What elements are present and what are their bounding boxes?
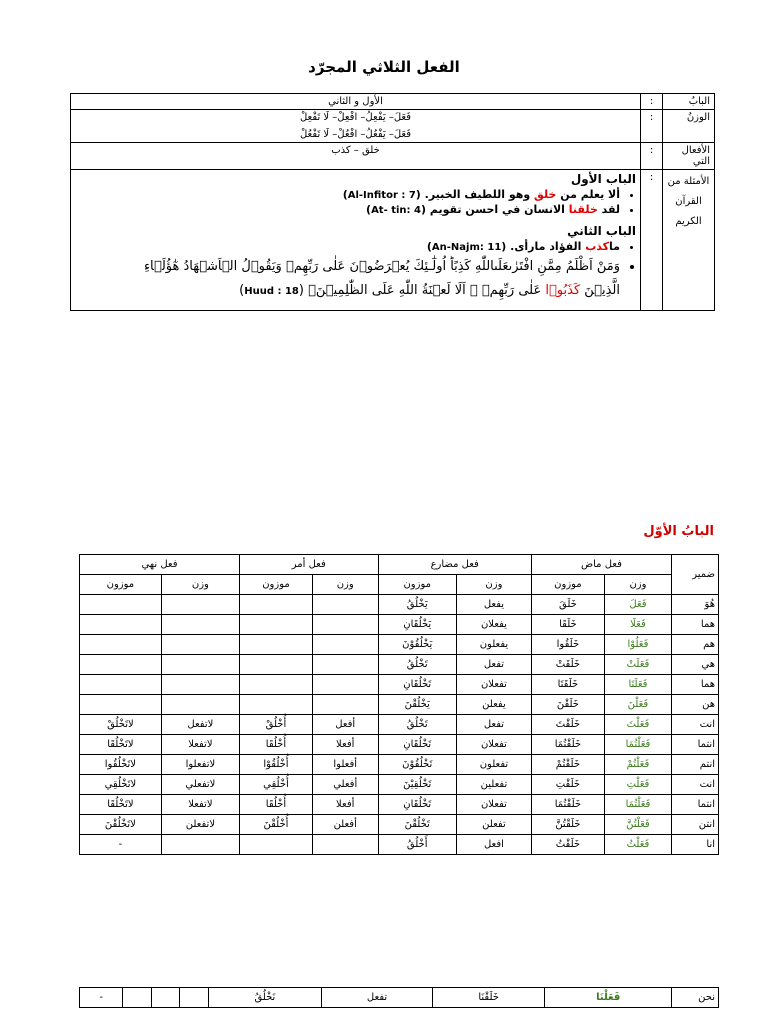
- nahy-mawzun-cell: [80, 635, 162, 655]
- nahy-wazn-cell: [161, 655, 239, 675]
- pronoun-header: ضمير: [672, 555, 719, 595]
- madi-wazn-cell: فَعَلَتَا: [604, 675, 671, 695]
- highlight-word: كذب: [585, 240, 610, 253]
- mudari-wazn-cell: تفعل: [456, 655, 531, 675]
- highlight-word: خلق: [534, 188, 557, 201]
- madi-mawzun-cell: خَلَقْتُ: [531, 835, 604, 855]
- mudari-wazn-cell: تفعل: [456, 715, 531, 735]
- table-row: [80, 775, 719, 795]
- wazn-header: وزن: [456, 575, 531, 595]
- amr-wazn-cell: [312, 595, 378, 615]
- madi-mawzun-cell: خَلَقُوا: [531, 635, 604, 655]
- info-table: [70, 93, 715, 311]
- mudari-mawzun-cell: يَخْلُقَانِ: [378, 615, 456, 635]
- mudari-wazn-cell: تفعلون: [456, 755, 531, 775]
- madi-mawzun-cell: خَلَقْتُمَا: [531, 795, 604, 815]
- madi-mawzun-cell: خَلَقْتُنَّ: [531, 815, 604, 835]
- table-row: [80, 988, 719, 1008]
- madi-mawzun-cell: خَلَقَ: [531, 595, 604, 615]
- mudari-wazn-cell: تفعل: [322, 988, 433, 1008]
- verse-ref: At- tin: 4: [371, 205, 421, 216]
- nahy-wazn-cell: لاتفعلوا: [161, 755, 239, 775]
- example-4: • وَمَنْ اَظْلَمُ مِمَّنِ افْتَرٰىعَلَىاللّٰهِ كَذِبًاؕ اُولٰٓـئِكَ يُعۡرَضُوۡنَ عَلٰى رَبِّهِمۡ وَيَقُوۡلُ الۡاَشۡهَادُ هٰٓؤُلَۤاءِ الَّذِيۡنَ كَذَبُوۡا عَلٰى رَبِّهِمۡ ۚ اَلَا لَعۡنَةُ اللّٰهِ عَلَى الظّٰلِمِيۡنَۙ (Huud : 18): [75, 255, 620, 304]
- mudari-mawzun-cell: يَخْلُقُ: [378, 595, 456, 615]
- amthila-label: الأمثلة من القرآن الكريم: [663, 170, 715, 311]
- amr-header: فعل أمر: [239, 555, 378, 575]
- mudari-wazn-cell: يفعلون: [456, 635, 531, 655]
- nahy-wazn-cell: لاتفعلي: [161, 775, 239, 795]
- amr-mawzun-cell: [239, 615, 312, 635]
- header-row-1: [80, 555, 719, 575]
- nahy-wazn-cell: [161, 635, 239, 655]
- colon: :: [641, 110, 663, 143]
- nahy-wazn-cell: [161, 835, 239, 855]
- nahy-wazn-cell: لاتفعلن: [161, 815, 239, 835]
- amr-mawzun-cell: أُخْلُقَا: [239, 735, 312, 755]
- amr-mawzun-cell: [239, 595, 312, 615]
- bab1-section-title: البابُ الأوّل: [643, 524, 714, 539]
- pronoun-cell: انتما: [672, 735, 719, 755]
- pronoun-cell: نحن: [672, 988, 719, 1008]
- conjugation-table: [79, 554, 719, 855]
- amr-mawzun-cell: أُخْلُقَا: [239, 795, 312, 815]
- mudari-mawzun-cell: أَخْلُقُ: [378, 835, 456, 855]
- amr-mawzun-cell: [239, 835, 312, 855]
- madi-mawzun-cell: خَلَقَا: [531, 615, 604, 635]
- amr-wazn-cell: [312, 635, 378, 655]
- mawzun-header: موزون: [378, 575, 456, 595]
- madi-wazn-cell: فَعَلْنَ: [604, 695, 671, 715]
- wazn-label: الوزنُ: [663, 110, 715, 143]
- mudari-mawzun-cell: تَخْلُقَانِ: [378, 675, 456, 695]
- mawzun-header: موزون: [239, 575, 312, 595]
- info-row-examples: [71, 170, 715, 311]
- pronoun-cell: هي: [672, 655, 719, 675]
- highlight-word: خلقنا: [568, 203, 598, 216]
- mudari-mawzun-cell: تَخْلُقَانِ: [378, 795, 456, 815]
- nahy-mawzun-cell: -: [80, 988, 123, 1008]
- nahy-mawzun-cell: لاتَخْلُقُوا: [80, 755, 162, 775]
- nahy-mawzun-cell: [80, 695, 162, 715]
- amr-wazn-cell: أفعلي: [312, 775, 378, 795]
- pronoun-cell: انت: [672, 775, 719, 795]
- nahy-wazn-cell: [161, 595, 239, 615]
- madi-wazn-cell: فَعَلْتُنَّ: [604, 815, 671, 835]
- conjugation-body: [80, 595, 719, 855]
- wazn-header: وزن: [161, 575, 239, 595]
- amr-wazn-cell: أفعل: [312, 715, 378, 735]
- wazn-line-1: فَعَلَ– يَفْعِلُ– افْعِلْ– لَا تَفْعِلْ: [299, 112, 412, 123]
- amr-mawzun-cell: [239, 635, 312, 655]
- mudari-wazn-cell: تفعلان: [456, 735, 531, 755]
- mudari-wazn-cell: تفعلان: [456, 675, 531, 695]
- table-row: [80, 655, 719, 675]
- example-2: • لقد خلقنا الانسان في احسن تقويم (At- tin: 4): [75, 203, 620, 216]
- madi-wazn-cell: فَعَلْتُمَا: [604, 795, 671, 815]
- amr-mawzun-cell: أُخْلُقُوْا: [239, 755, 312, 775]
- wazn-line-2: فَعَلَ– يَفْعُلُ– افْعُلْ– لَا تَفْعُلْ: [299, 129, 412, 140]
- mudari-mawzun-cell: تَخْلُقِيْنَ: [378, 775, 456, 795]
- amr-wazn-cell: [180, 988, 208, 1008]
- nahy-wazn-cell: لاتفعلا: [161, 735, 239, 755]
- pronoun-cell: هُوَ: [672, 595, 719, 615]
- verse-ref: An-Najm: 11: [431, 242, 502, 253]
- mawzun-header: موزون: [80, 575, 162, 595]
- mudari-mawzun-cell: تَخْلُقُوْنَ: [378, 755, 456, 775]
- pronoun-cell: هم: [672, 635, 719, 655]
- bab1-examples: [75, 188, 636, 216]
- pronoun-cell: انتما: [672, 795, 719, 815]
- page-title: الفعل الثلاثي المجرّد: [308, 58, 460, 76]
- madi-wazn-cell: فَعَلَتْ: [604, 655, 671, 675]
- mudari-mawzun-cell: نَخْلُقُ: [208, 988, 321, 1008]
- madi-header: فعل ماض: [531, 555, 671, 575]
- nahy-wazn-cell: [161, 615, 239, 635]
- madi-wazn-cell: فَعَلْتُمَا: [604, 735, 671, 755]
- table-row: [80, 835, 719, 855]
- pronoun-cell: انتم: [672, 755, 719, 775]
- colon: :: [641, 94, 663, 110]
- info-row-bab: [71, 94, 715, 110]
- highlight-word: كَذَبُوۡا: [545, 283, 581, 298]
- madi-mawzun-cell: خَلَقْتَ: [531, 715, 604, 735]
- mawzun-header: موزون: [531, 575, 604, 595]
- madi-wazn-cell: فَعَلَا: [604, 615, 671, 635]
- bab2-heading: الباب الثاني: [567, 224, 636, 238]
- nahy-mawzun-cell: لاتَخْلُقَا: [80, 735, 162, 755]
- mudari-wazn-cell: تفعلان: [456, 795, 531, 815]
- pronoun-cell: هما: [672, 675, 719, 695]
- amr-wazn-cell: أفعلن: [312, 815, 378, 835]
- amr-wazn-cell: [312, 835, 378, 855]
- table-row: [80, 635, 719, 655]
- mudari-mawzun-cell: تَخْلُقُ: [378, 655, 456, 675]
- nahy-mawzun-cell: لاتَخْلُقْنَ: [80, 815, 162, 835]
- amr-wazn-cell: أفعلا: [312, 735, 378, 755]
- pronoun-cell: هما: [672, 615, 719, 635]
- nahy-mawzun-cell: لاتَخْلُقْ: [80, 715, 162, 735]
- table-row: [80, 595, 719, 615]
- amr-mawzun-cell: أُخْلُقْ: [239, 715, 312, 735]
- nahy-mawzun-cell: [80, 675, 162, 695]
- amr-mawzun-cell: [239, 695, 312, 715]
- amr-mawzun-cell: [239, 655, 312, 675]
- colon: :: [641, 143, 663, 170]
- mudari-header: فعل مضارع: [378, 555, 531, 575]
- afal-label: الأفعال التي: [663, 143, 715, 170]
- nahy-mawzun-cell: [80, 655, 162, 675]
- pronoun-cell: هن: [672, 695, 719, 715]
- nahy-mawzun-cell: -: [80, 835, 162, 855]
- nahnu-table: [79, 987, 719, 1008]
- mudari-mawzun-cell: يَخْلُقْنَ: [378, 695, 456, 715]
- pronoun-cell: انتن: [672, 815, 719, 835]
- madi-mawzun-cell: خَلَقَتَا: [531, 675, 604, 695]
- bab1-heading: الباب الأول: [570, 172, 636, 186]
- example-1: • ألا يعلم من خلق وهو اللطيف الخبير. (Al-Infitor : 7): [75, 188, 620, 201]
- colon: :: [641, 170, 663, 311]
- madi-wazn-cell: فَعَلُوْا: [604, 635, 671, 655]
- verse-ref: Huud : 18: [244, 286, 299, 297]
- madi-mawzun-cell: خَلَقْنَ: [531, 695, 604, 715]
- madi-wazn-cell: فَعَلَ: [604, 595, 671, 615]
- madi-wazn-cell: فَعَلْتِ: [604, 775, 671, 795]
- bab-value: الأول و الثاني: [71, 94, 641, 110]
- mudari-mawzun-cell: تَخْلُقُ: [378, 715, 456, 735]
- nahy-mawzun-cell: [80, 595, 162, 615]
- amr-mawzun-cell: أُخْلُقِي: [239, 775, 312, 795]
- nahy-mawzun-cell: [80, 615, 162, 635]
- nahy-wazn-cell: [123, 988, 151, 1008]
- info-row-afal: [71, 143, 715, 170]
- examples-cell: [71, 170, 641, 311]
- table-row: [80, 735, 719, 755]
- amr-mawzun-cell: [239, 675, 312, 695]
- madi-mawzun-cell: خَلَقْتُمَا: [531, 735, 604, 755]
- table-row: [80, 815, 719, 835]
- nahy-wazn-cell: لاتفعل: [161, 715, 239, 735]
- nahy-wazn-cell: [161, 695, 239, 715]
- verse-ref: Al-Infitor : 7: [347, 190, 416, 201]
- mudari-wazn-cell: يفعل: [456, 595, 531, 615]
- mudari-wazn-cell: يفعلان: [456, 615, 531, 635]
- mudari-mawzun-cell: تَخْلُقَانِ: [378, 735, 456, 755]
- table-row: [80, 615, 719, 635]
- pronoun-cell: انا: [672, 835, 719, 855]
- madi-mawzun-cell: خَلَقْتِ: [531, 775, 604, 795]
- madi-wazn-cell: فَعَلْنَا: [545, 988, 672, 1008]
- table-row: [80, 675, 719, 695]
- table-row: [80, 755, 719, 775]
- afal-value: خلق – كذب: [71, 143, 641, 170]
- header-row-2: [80, 575, 719, 595]
- table-row: [80, 795, 719, 815]
- nahy-mawzun-cell: لاتَخْلُقِي: [80, 775, 162, 795]
- mudari-wazn-cell: يفعلن: [456, 695, 531, 715]
- wazn-value: [71, 110, 641, 143]
- nahy-wazn-cell: [161, 675, 239, 695]
- wazn-header: وزن: [312, 575, 378, 595]
- pronoun-cell: انت: [672, 715, 719, 735]
- mudari-wazn-cell: تفعلن: [456, 815, 531, 835]
- amr-wazn-cell: أفعلا: [312, 795, 378, 815]
- amr-wazn-cell: [312, 615, 378, 635]
- madi-mawzun-cell: خَلَقَتْ: [531, 655, 604, 675]
- mudari-mawzun-cell: يَخْلُقُوْنَ: [378, 635, 456, 655]
- mudari-wazn-cell: افعل: [456, 835, 531, 855]
- madi-mawzun-cell: خَلَقْتُمْ: [531, 755, 604, 775]
- wazn-header: وزن: [604, 575, 671, 595]
- nahy-mawzun-cell: لاتَخْلُقَا: [80, 795, 162, 815]
- amr-wazn-cell: [312, 675, 378, 695]
- bab-label: البابُ: [663, 94, 715, 110]
- madi-wazn-cell: فَعَلْتُ: [604, 835, 671, 855]
- amr-mawzun-cell: [151, 988, 179, 1008]
- mudari-mawzun-cell: تَخْلُقْنَ: [378, 815, 456, 835]
- nahy-header: فعل نهي: [80, 555, 240, 575]
- amr-wazn-cell: [312, 655, 378, 675]
- mudari-wazn-cell: تفعلين: [456, 775, 531, 795]
- table-row: [80, 715, 719, 735]
- nahy-wazn-cell: لاتفعلا: [161, 795, 239, 815]
- table-row: [80, 695, 719, 715]
- info-row-wazn: [71, 110, 715, 143]
- bab2-examples: [75, 240, 636, 304]
- madi-mawzun-cell: خَلَقْنَا: [432, 988, 544, 1008]
- amr-mawzun-cell: أُخْلُقْنَ: [239, 815, 312, 835]
- madi-wazn-cell: فَعَلْتُمْ: [604, 755, 671, 775]
- amr-wazn-cell: أفعلوا: [312, 755, 378, 775]
- example-3: • ماكذب الفؤاد مارأى. (An-Najm: 11): [75, 240, 620, 253]
- madi-wazn-cell: فَعَلْتَ: [604, 715, 671, 735]
- amr-wazn-cell: [312, 695, 378, 715]
